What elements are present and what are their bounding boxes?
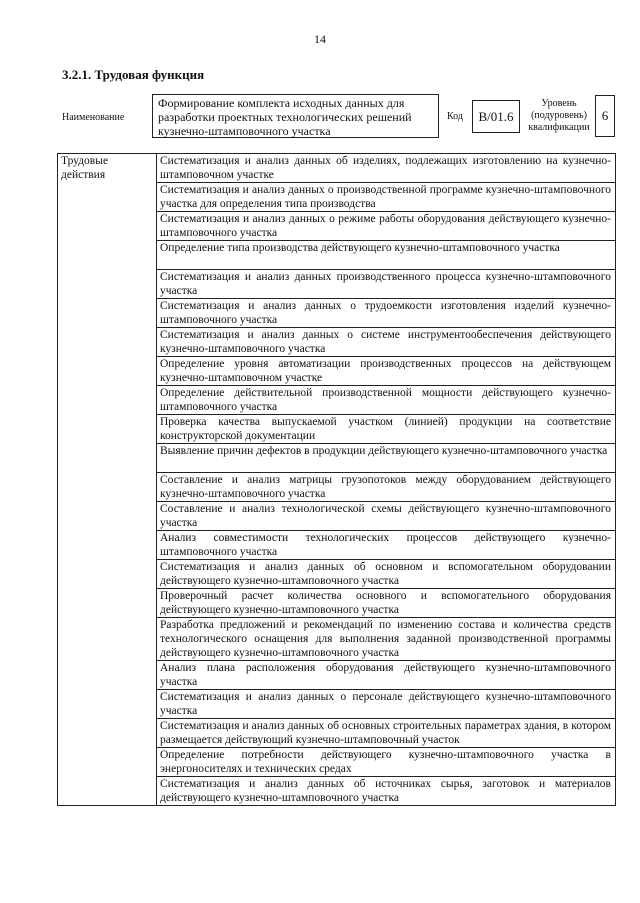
labor-action-item: Систематизация и анализ данных производственного процесса кузнечно-штамповочного участка: [157, 270, 616, 299]
table-row: [58, 154, 616, 183]
labor-actions-table: [57, 153, 616, 806]
labor-action-item: Анализ совместимости технологических процессов действующего кузнечно-штамповочного участка: [157, 531, 616, 560]
name-label: Наименование: [62, 112, 125, 123]
qualification-level-box: 6: [595, 95, 615, 137]
code-box: B/01.6: [472, 100, 520, 133]
labor-action-item: Определение типа производства действующего кузнечно-штамповочного участка: [157, 241, 616, 270]
qualification-level-label: Уровень (подуровень) квалификации: [528, 98, 590, 133]
labor-action-item: Систематизация и анализ данных об основных строительных параметрах здания, в котором размещается действующий кузнечно-штамповочный участок: [157, 719, 616, 748]
labor-action-item: Систематизация и анализ данных о трудоемкости изготовления изделий кузнечно-штамповочного участка: [157, 299, 616, 328]
labor-action-item: Составление и анализ матрицы грузопотоков между оборудованием действующего кузнечно-штамповочного участка: [157, 473, 616, 502]
labor-action-item: Разработка предложений и рекомендаций по изменению состава и количества средств технологического оснащения для выполнения заданной производственной программы действующего кузнечно-штамповочного участка: [157, 618, 616, 661]
labor-action-item: Составление и анализ технологической схемы действующего кузнечно-штамповочного участка: [157, 502, 616, 531]
function-name-box: Формирование комплекта исходных данных для разработки проектных технологических решений кузнечно-штамповочного участка: [152, 94, 439, 138]
section-title: 3.2.1. Трудовая функция: [62, 67, 205, 82]
labor-action-item: Систематизация и анализ данных о персонале действующего кузнечно-штамповочного участка: [157, 690, 616, 719]
labor-action-item: Выявление причин дефектов в продукции действующего кузнечно-штамповочного участка: [157, 444, 616, 473]
labor-action-item: Определение действительной производственной мощности действующего кузнечно-штамповочного участка: [157, 386, 616, 415]
labor-action-item: Систематизация и анализ данных о системе инструментообеспечения действующего кузнечно-штамповочного участка: [157, 328, 616, 357]
labor-action-item: Проверочный расчет количества основного и вспомогательного оборудования действующего кузнечно-штамповочного участка: [157, 589, 616, 618]
labor-action-item: Определение уровня автоматизации производственных процессов на действующем кузнечно-штамповочном участке: [157, 357, 616, 386]
labor-action-item: Проверка качества выпускаемой участком (линией) продукции на соответствие конструкторской документации: [157, 415, 616, 444]
labor-action-item: Систематизация и анализ данных об источниках сырья, заготовок и материалов действующего кузнечно-штамповочного участка: [157, 777, 616, 806]
labor-action-item: Систематизация и анализ данных о производственной программе кузнечно-штамповочного участка для определения типа производства: [157, 183, 616, 212]
labor-action-item: Анализ плана расположения оборудования действующего кузнечно-штамповочного участка: [157, 661, 616, 690]
labor-action-item: Систематизация и анализ данных об основном и вспомогательном оборудовании действующего кузнечно-штамповочного участка: [157, 560, 616, 589]
labor-action-item: Систематизация и анализ данных о режиме работы оборудования действующего кузнечно-штамповочного участка: [157, 212, 616, 241]
row-label-labor-actions: Трудовые действия: [58, 154, 157, 806]
page-number: 14: [314, 32, 326, 46]
code-label: Код: [447, 111, 463, 122]
labor-action-item: Систематизация и анализ данных об изделиях, подлежащих изготовлению на кузнечно-штамповочном участке: [157, 154, 616, 183]
labor-action-item: Определение потребности действующего кузнечно-штамповочного участка в энергоносителях и технических средах: [157, 748, 616, 777]
